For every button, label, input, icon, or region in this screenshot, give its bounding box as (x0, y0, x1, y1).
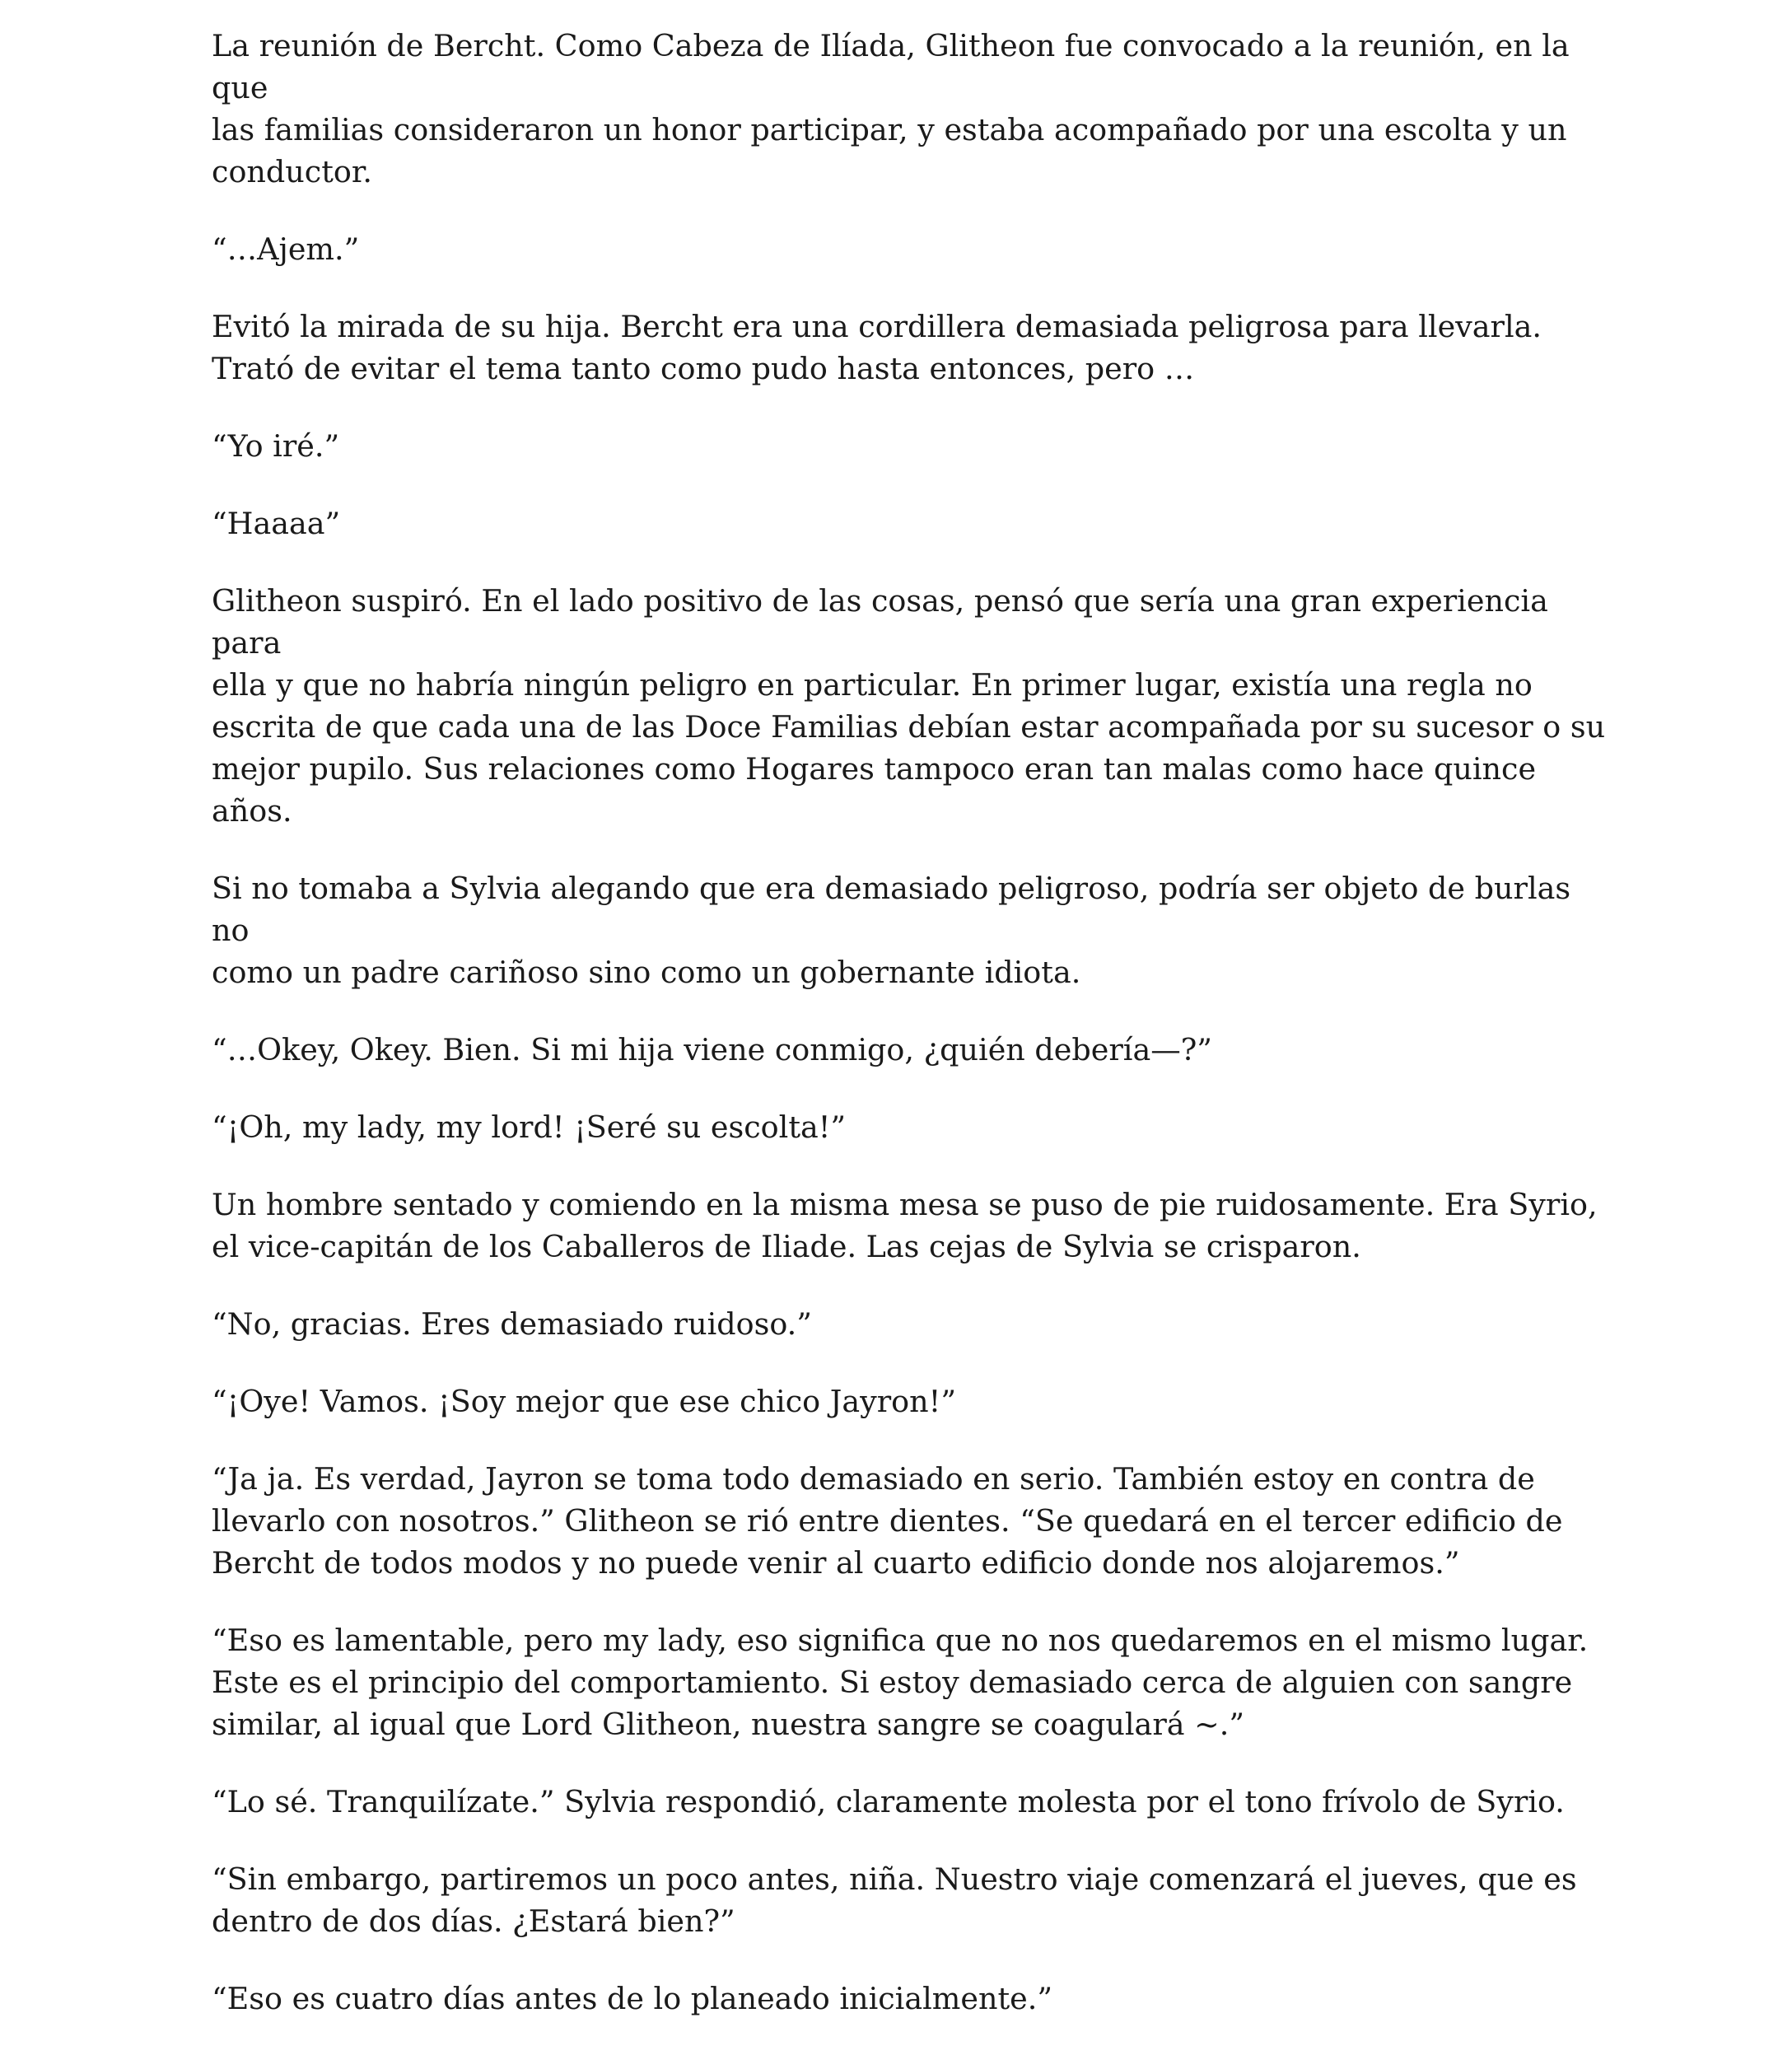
paragraph-6: Glitheon suspiró. En el lado positivo de las cosas, pensó que sería una gran experiencia para ella y que no habría ningún peligro en particular. En primer lugar, existía una regla no escrita de que cada una de las Doce Familias debían estar acompañada por su sucesor o su mejor pupilo. Sus relaciones como Hogares tampoco eran tan malas como hace quince años. (212, 583, 1606, 829)
paragraph-10: Un hombre sentado y comiendo en la misma mesa se puso de pie ruidosamente. Era Syrio, el vice-capitán de los Caballeros de Iliade. Las cejas de Sylvia se crisparon. (212, 1187, 1598, 1264)
paragraph-16: “Sin embargo, partiremos un poco antes, niña. Nuestro viaje comenzará el jueves, que es dentro de dos días. ¿Estará bien?” (212, 1861, 1577, 1939)
paragraph-7: Si no tomaba a Sylvia alegando que era demasiado peligroso, podría ser objeto de burlas no como un padre cariñoso sino como un gobernante idiota. (212, 871, 1571, 990)
paragraph-14: “Eso es lamentable, pero my lady, eso significa que no nos quedaremos en el mismo lugar. Este es el principio del comportamiento. Si estoy demasiado cerca de alguien con sangre similar, al igual que Lord Glitheon, nuestra sangre se coagulará ~.” (212, 1623, 1589, 1742)
paragraph-15: “Lo sé. Tranquilízate.” Sylvia respondió, claramente molesta por el tono frívolo de Syrio. (212, 1784, 1565, 1819)
paragraph-12: “¡Oye! Vamos. ¡Soy mejor que ese chico Jayron!” (212, 1384, 956, 1419)
paragraph-8: “…Okey, Okey. Bien. Si mi hija viene conmigo, ¿quién debería—?” (212, 1032, 1212, 1067)
paragraph-9: “¡Oh, my lady, my lord! ¡Seré su escolta!” (212, 1109, 847, 1145)
paragraph-17: “Eso es cuatro días antes de lo planeado inicialmente.” (212, 1981, 1053, 2016)
paragraph-2: “…Ajem.” (212, 231, 360, 267)
paragraph-3: Evitó la mirada de su hija. Bercht era una cordillera demasiada peligrosa para llevarla. Trató de evitar el tema tanto como pudo hasta entonces, pero … (212, 309, 1542, 386)
paragraph-5: “Haaaa” (212, 506, 341, 541)
paragraph-11: “No, gracias. Eres demasiado ruidoso.” (212, 1306, 812, 1342)
paragraph-4: “Yo iré.” (212, 428, 340, 464)
paragraph-1: La reunión de Bercht. Como Cabeza de Ilíada, Glitheon fue convocado a la reunión, en la que las familias consideraron un honor participar, y estaba acompañado por una escolta y un conductor. (212, 28, 1570, 189)
paragraph-13: “Ja ja. Es verdad, Jayron se toma todo demasiado en serio. También estoy en contra de llevarlo con nosotros.” Glitheon se rió entre dientes. “Se quedará en el tercer edificio de Bercht de todos modos y no puede venir al cuarto edificio donde nos alojaremos.” (212, 1461, 1563, 1581)
document-page (212, 25, 1612, 2055)
